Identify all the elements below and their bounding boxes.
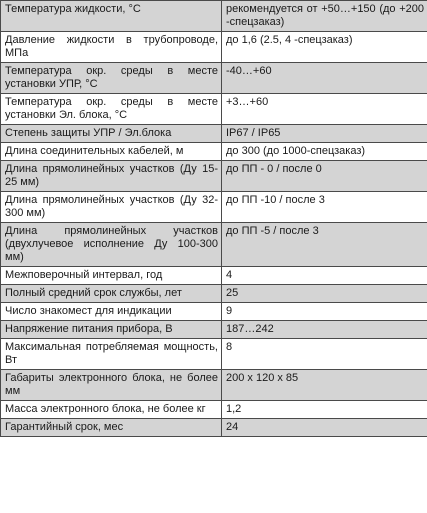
table-row xyxy=(1,192,427,223)
table-row xyxy=(1,419,427,437)
parameter-cell: Масса электронного блока, не более кг xyxy=(1,401,222,419)
value-cell: 8 xyxy=(222,339,427,370)
table-row xyxy=(1,1,427,32)
value-cell: -40…+60 xyxy=(222,63,427,94)
value-cell: 9 xyxy=(222,303,427,321)
parameter-cell: Длина соединительных кабелей, м xyxy=(1,143,222,161)
parameter-cell: Габариты электронного блока, не более мм xyxy=(1,370,222,401)
value-cell: до ПП -5 / после 3 xyxy=(222,223,427,267)
table-row xyxy=(1,63,427,94)
table-row xyxy=(1,401,427,419)
table-row xyxy=(1,267,427,285)
parameter-cell: Длина прямолинейных участков (Ду 32-300 мм) xyxy=(1,192,222,223)
table-row xyxy=(1,321,427,339)
table-row xyxy=(1,161,427,192)
value-cell: до 300 (до 1000-спецзаказ) xyxy=(222,143,427,161)
value-cell: +3…+60 xyxy=(222,94,427,125)
parameter-cell: Температура окр. среды в месте установки УПР, °С xyxy=(1,63,222,94)
value-cell: 24 xyxy=(222,419,427,437)
parameter-cell: Температура окр. среды в месте установки Эл. блока, °С xyxy=(1,94,222,125)
value-cell: 25 xyxy=(222,285,427,303)
value-cell: до 1,6 (2.5, 4 -спецзаказ) xyxy=(222,32,427,63)
table-row xyxy=(1,143,427,161)
table-row xyxy=(1,339,427,370)
parameter-cell: Степень защиты УПР / Эл.блока xyxy=(1,125,222,143)
specifications-table-body xyxy=(1,1,427,437)
value-cell: 1,2 xyxy=(222,401,427,419)
value-cell: 4 xyxy=(222,267,427,285)
parameter-cell: Число знакомест для индикации xyxy=(1,303,222,321)
parameter-cell: Напряжение питания прибора, В xyxy=(1,321,222,339)
parameter-cell: Межповерочный интервал, год xyxy=(1,267,222,285)
value-cell: IP67 / IP65 xyxy=(222,125,427,143)
parameter-cell: Полный средний срок службы, лет xyxy=(1,285,222,303)
table-row xyxy=(1,94,427,125)
parameter-cell: Температура жидкости, °С xyxy=(1,1,222,32)
table-row xyxy=(1,285,427,303)
table-row xyxy=(1,125,427,143)
parameter-cell: Длина прямолинейных участков (Ду 15-25 мм) xyxy=(1,161,222,192)
value-cell: 200 х 120 х 85 xyxy=(222,370,427,401)
value-cell: до ПП -10 / после 3 xyxy=(222,192,427,223)
parameter-cell: Гарантийный срок, мес xyxy=(1,419,222,437)
parameter-cell: Давление жидкости в трубопроводе, МПа xyxy=(1,32,222,63)
table-row xyxy=(1,32,427,63)
value-cell: рекомендуется от +50…+150 (до +200 -спецзаказ) xyxy=(222,1,427,32)
value-cell: до ПП - 0 / после 0 xyxy=(222,161,427,192)
table-row xyxy=(1,370,427,401)
parameter-cell: Максимальная потребляемая мощность, Вт xyxy=(1,339,222,370)
value-cell: 187…242 xyxy=(222,321,427,339)
parameter-cell: Длина прямолинейных участков (двухлучевое исполнение Ду 100-300 мм) xyxy=(1,223,222,267)
table-row xyxy=(1,303,427,321)
table-row xyxy=(1,223,427,267)
